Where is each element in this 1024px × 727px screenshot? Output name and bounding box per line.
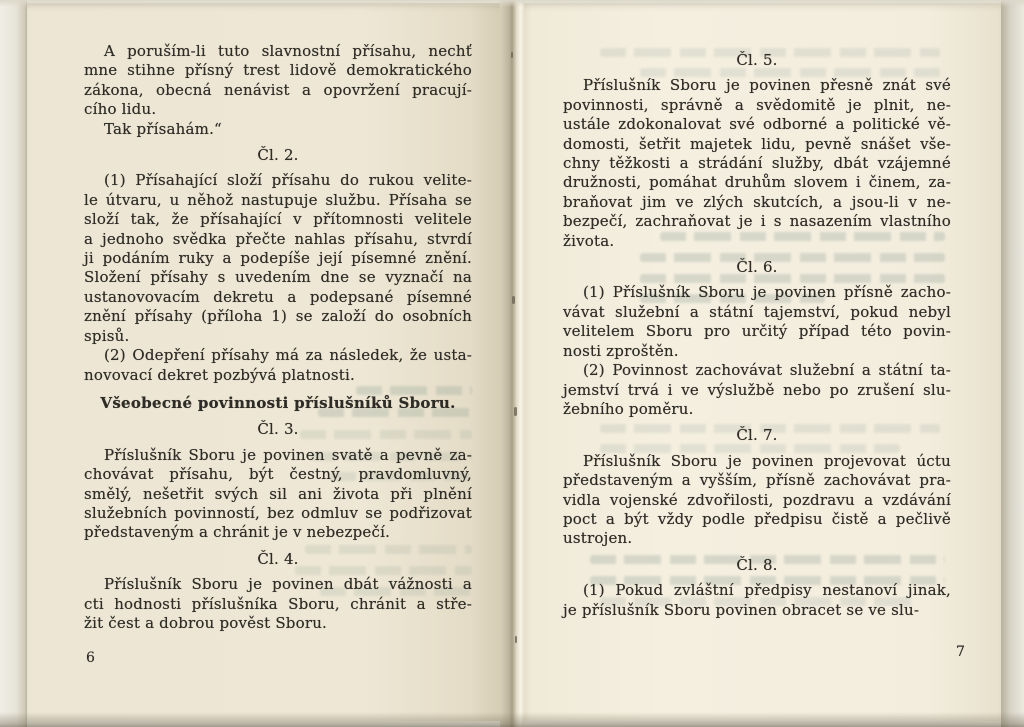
text-line: cti hodnosti příslušníka Sboru, chránit a stře-	[84, 594, 472, 613]
scan-left-edge	[0, 0, 27, 727]
text-line: domosti, šetřit majetek lidu, pevně snášet vše-	[563, 134, 951, 153]
text-line: Příslušník Sboru je povinen přesně znát své	[583, 76, 951, 95]
page-gutter	[500, 0, 524, 727]
text-line: Příslušník Sboru je povinen svatě a pevně za-	[104, 445, 472, 464]
text-line: Tak přísahám.“	[104, 119, 222, 138]
text-line: nosti zproštěn.	[563, 341, 679, 360]
article-heading: Čl. 8.	[736, 555, 778, 574]
text-line: velitelem Sboru pro určitý případ této povin-	[563, 322, 951, 341]
text-line: povinnosti, správně a svědomitě je plnit, ne-	[563, 95, 951, 114]
text-line: vidla vojenské zdvořilosti, pozdravu a vzdávání	[563, 490, 951, 509]
text-line: ustanovovacím dekretu a podepsané písemné	[84, 287, 472, 306]
scan-bottom-edge	[0, 712, 1024, 727]
text-line: je příslušník Sboru povinen obracet se ve slu-	[563, 600, 920, 619]
text-line: služebních povinností, bez odmluv se podřizovat	[84, 503, 472, 522]
binding-stitch	[514, 407, 517, 416]
text-line: (2) Povinnost zachovávat služební a státní ta-	[583, 361, 951, 380]
text-line: poct a být vždy podle předpisu čistě a pečlivě	[563, 509, 951, 528]
text-line: žebního poměru.	[563, 399, 694, 418]
text-line: A poruším-li tuto slavnostní přísahu, nechť	[104, 42, 472, 60]
text-line: ustrojen.	[563, 529, 633, 548]
text-line: představeným a vyšším, přísně zachovávat pra-	[563, 471, 951, 490]
text-line: mne stihne přísný trest lidově demokratického	[84, 61, 472, 80]
paragraph	[84, 120, 472, 139]
text-line: cího lidu.	[84, 100, 157, 119]
paragraph	[563, 452, 951, 549]
paragraph	[84, 446, 472, 543]
text-line: znění přísahy (příloha 1) se založí do osobních	[84, 307, 472, 326]
paragraph	[84, 346, 472, 385]
binding-stitch	[515, 636, 517, 643]
paragraph	[563, 581, 951, 620]
paragraph	[84, 171, 472, 346]
text-line: novovací dekret pozbývá platnosti.	[84, 365, 355, 384]
text-line: chovávat přísahu, být čestný, pravdomluvný,	[84, 465, 472, 484]
text-line: jemství trvá i ve výslužbě nebo po zrušení slu-	[563, 380, 951, 399]
article-heading: Čl. 6.	[736, 258, 778, 277]
text-line: představeným a chránit je v nebezpečí.	[84, 523, 391, 542]
text-line: chny těžkosti a strádání služby, dbát vzájemné	[563, 154, 951, 173]
text-line: (1) Příslušník Sboru je povinen přísně zacho-	[583, 283, 951, 302]
text-line: (1) Přísahající složí přísahu do rukou velite-	[104, 171, 472, 190]
scan-top-edge	[0, 0, 1024, 7]
text-line: života.	[563, 231, 615, 250]
text-line: smělý, nešetřit svých sil ani života při plnění	[84, 484, 472, 503]
text-line: Příslušník Sboru je povinen dbát vážnosti a	[104, 575, 472, 594]
text-line: a jednoho svědka přečte nahlas přísahu, stvrdí	[84, 229, 472, 248]
scan-right-edge	[1001, 0, 1024, 727]
text-line: zákona, obecná nenávist a opovržení pracují-	[84, 80, 472, 99]
section-heading: Všeobecné povinnosti příslušníků Sboru.	[100, 393, 456, 412]
paragraph	[563, 76, 951, 251]
text-line: Příslušník Sboru je povinen projevovat úctu	[583, 451, 951, 470]
left-page-text-column	[84, 42, 472, 633]
text-line: (2) Odepření přísahy má za následek, že usta-	[104, 346, 472, 365]
article-heading: Čl. 5.	[736, 51, 778, 69]
binding-stitch	[511, 52, 513, 58]
paragraph	[563, 283, 951, 361]
text-line: braňovat jim ve zlých skutcích, a jsou-li v ne-	[563, 192, 951, 211]
paragraph	[84, 42, 472, 120]
paragraph	[563, 361, 951, 419]
text-line: bezpečí, zachraňovat je i s nasazením vlastního	[563, 212, 951, 231]
text-line: družnosti, pomáhat druhům slovem i činem, za-	[563, 173, 951, 192]
text-line: le útvaru, u něhož nastupuje službu. Přísaha se	[84, 190, 472, 209]
article-heading: Čl. 2.	[257, 146, 299, 165]
article-heading: Čl. 4.	[257, 549, 299, 568]
text-line: ustále zdokonalovat své odborné a politické vě-	[563, 115, 951, 134]
paragraph	[84, 575, 472, 633]
text-line: složí tak, že přísahající v přítomnosti velitele	[84, 210, 472, 229]
text-line: (1) Pokud zvláštní předpisy nestanoví jinak,	[583, 581, 951, 600]
text-line: spisů.	[84, 326, 130, 345]
binding-stitch	[512, 296, 515, 304]
article-heading: Čl. 7.	[736, 426, 778, 445]
page-number-right: 7	[956, 644, 965, 660]
page-number-left: 6	[86, 650, 95, 666]
text-line: vávat služební a státní tajemství, pokud nebyl	[563, 302, 951, 321]
text-line: ji podáním ruky a podepíše její písemné znění.	[84, 249, 472, 268]
text-line: Složení přísahy s uvedením dne se vyznačí na	[84, 268, 472, 287]
text-line: žit čest a dobrou pověst Sboru.	[84, 613, 328, 632]
right-page-text-column	[563, 44, 951, 620]
article-heading: Čl. 3.	[257, 420, 299, 439]
